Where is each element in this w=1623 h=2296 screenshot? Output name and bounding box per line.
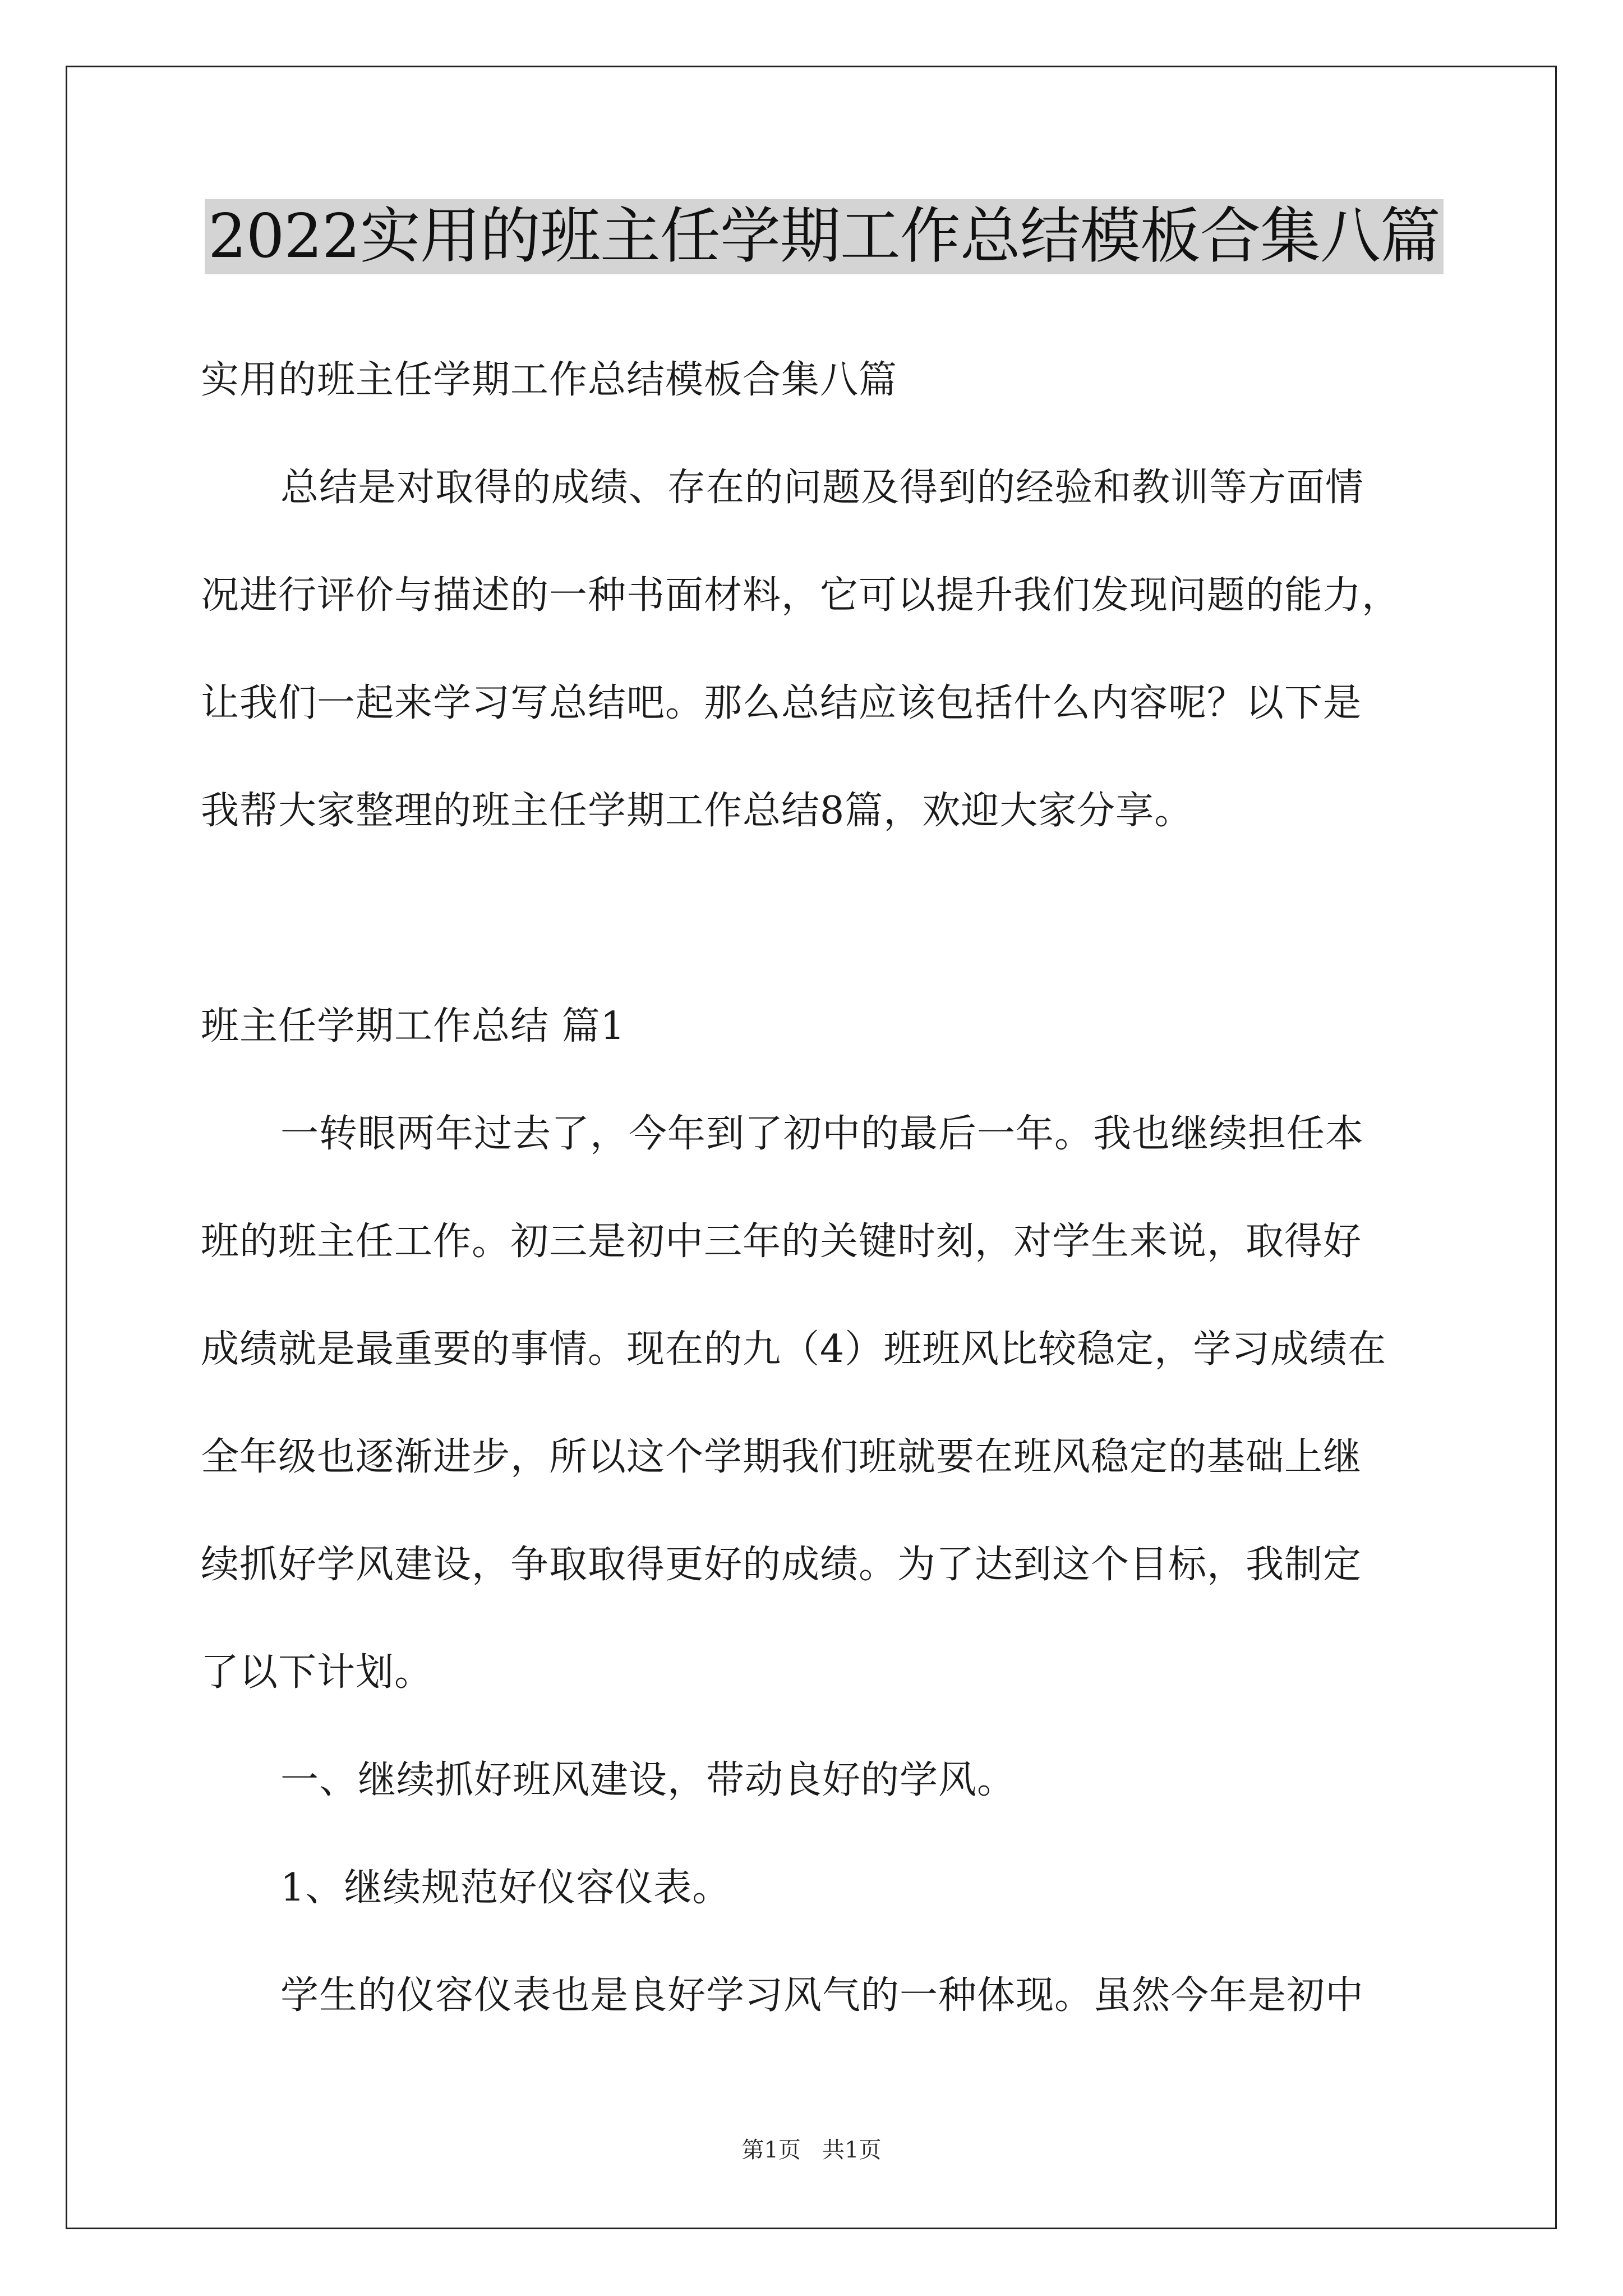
- paragraph-line: 成绩就是最重要的事情。现在的九（4）班班风比较稳定，学习成绩在: [201, 1327, 1387, 1372]
- paragraph-line: 学生的仪容仪表也是良好学习风气的一种体现。虽然今年是初中: [280, 1973, 1364, 2018]
- section-heading: 班主任学期工作总结 篇1: [201, 1004, 625, 1048]
- list-item: 1、继续规范好仪容仪表。: [280, 1866, 731, 1910]
- list-heading: 一、继续抓好班风建设，带动良好的学风。: [280, 1758, 1016, 1802]
- paragraph-line: 让我们一起来学习写总结吧。那么总结应该包括什么内容呢？以下是: [201, 681, 1362, 725]
- paragraph-line: 班的班主任工作。初三是初中三年的关键时刻，对学生来说，取得好: [201, 1220, 1362, 1264]
- paragraph-line: 况进行评价与描述的一种书面材料，它可以提升我们发现问题的能力，: [201, 573, 1401, 618]
- paragraph-line: 了以下计划。: [201, 1650, 434, 1695]
- document-title: 2022实用的班主任学期工作总结模板合集八篇: [205, 199, 1444, 274]
- paragraph-line: 一转眼两年过去了，今年到了初中的最后一年。我也继续担任本: [280, 1112, 1364, 1156]
- paragraph-line: 全年级也逐渐进步，所以这个学期我们班就要在班风稳定的基础上继: [201, 1435, 1362, 1479]
- paragraph-line: 总结是对取得的成绩、存在的问题及得到的经验和教训等方面情: [280, 466, 1364, 510]
- page-footer: 第1页 共1页: [741, 2137, 882, 2163]
- paragraph-line: 续抓好学风建设，争取取得更好的成绩。为了达到这个目标，我制定: [201, 1543, 1362, 1587]
- paragraph-line: 我帮大家整理的班主任学期工作总结8篇，欢迎大家分享。: [201, 789, 1193, 833]
- subtitle-line: 实用的班主任学期工作总结模板合集八篇: [201, 358, 898, 402]
